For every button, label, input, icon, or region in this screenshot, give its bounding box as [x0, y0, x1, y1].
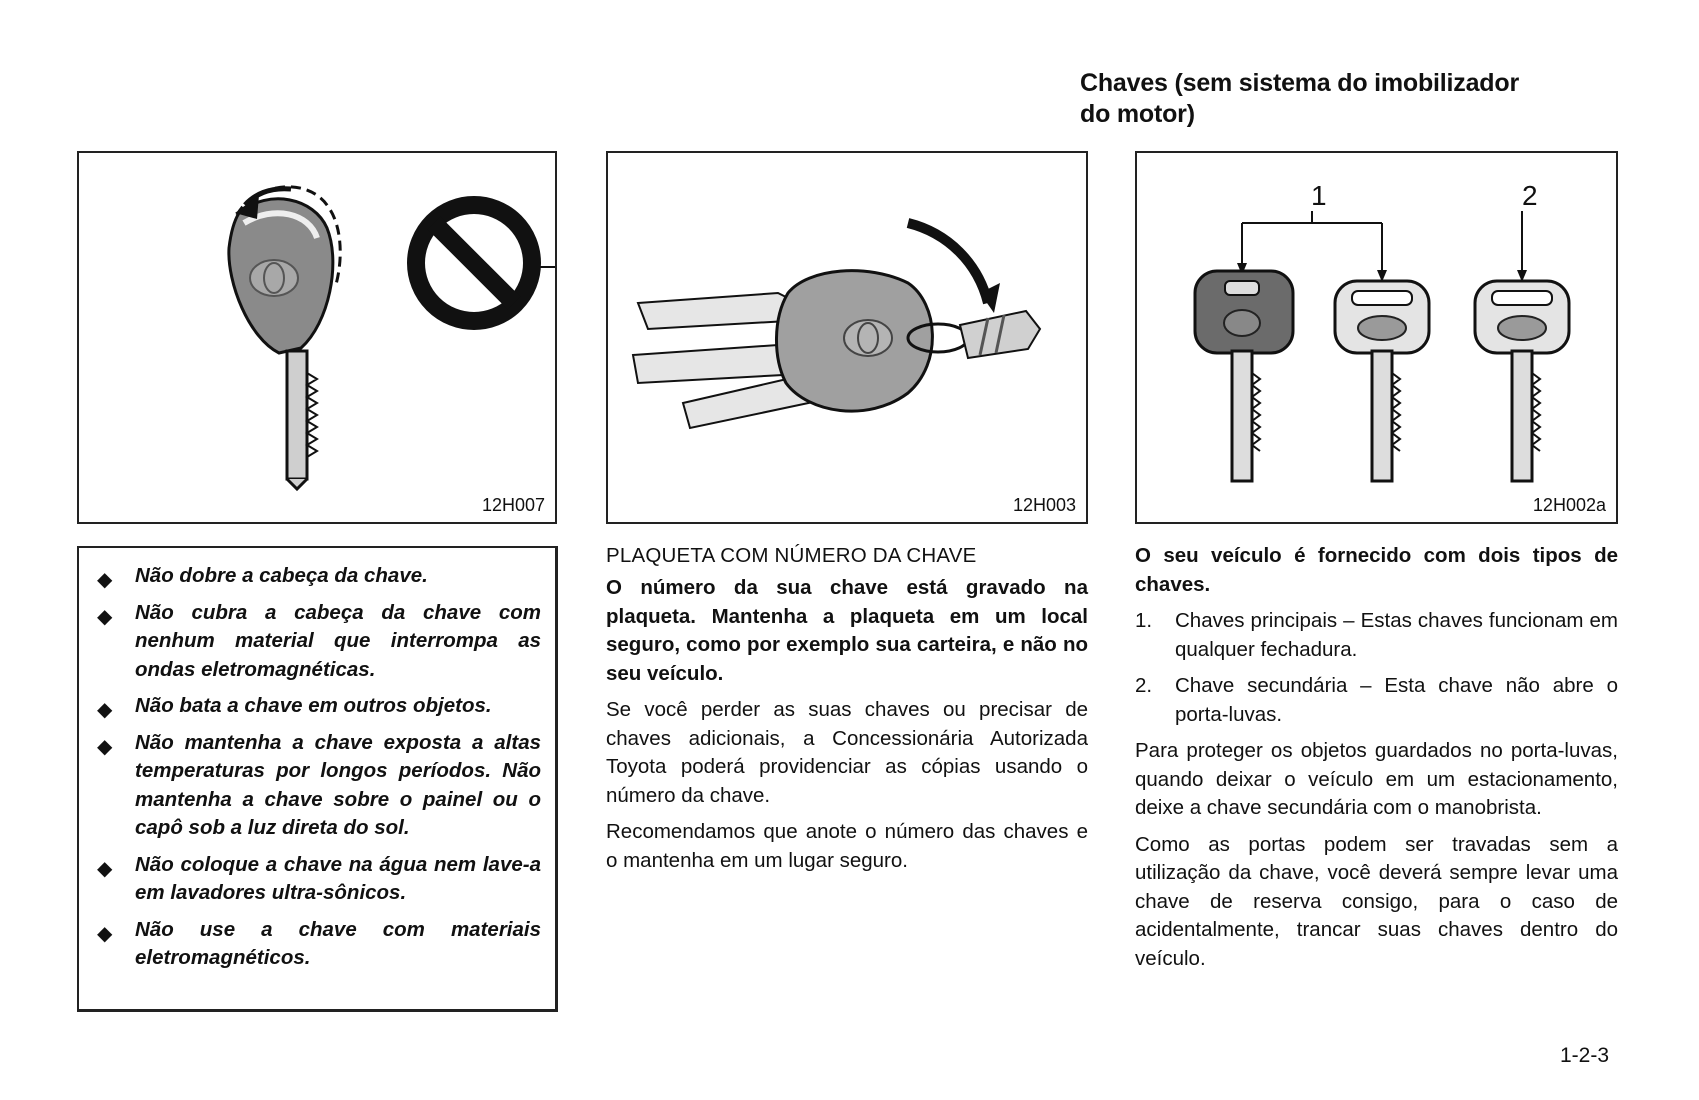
warning-text: Não dobre a cabeça da chave. [135, 564, 428, 587]
warning-text: Não mantenha a chave exposta a altas temperaturas por longos períodos. Não mantenha a chave sobre o painel ou o capô sob a luz direta do sol. [135, 730, 541, 839]
list-text: Chave secundária – Esta chave não abre o porta-luvas. [1175, 674, 1618, 726]
figure-key-plate [606, 151, 1088, 524]
warning-item [79, 729, 541, 843]
plate-paragraph: Recomendamos que anote o número das chaves e o mantenha em um lugar seguro. [606, 820, 1088, 872]
warning-text: Não bata a chave em outros objetos. [135, 694, 492, 717]
list-item [1135, 607, 1618, 664]
callout-2: 2 [1522, 180, 1538, 211]
warning-box [77, 546, 558, 1012]
right-column [1135, 542, 1618, 981]
warning-text: Não use a chave com materiais eletromagnéticos. [135, 917, 541, 969]
keys-paragraph: Para proteger os objetos guardados no porta-luvas, quando deixar o veículo em um estacionamento, deixe a chave secundária com o manobrista. [1135, 739, 1618, 819]
plate-bold-paragraph: O número da sua chave está gravado na plaqueta. Mantenha a plaqueta em um local seguro, como por exemplo sua carteira, e não no seu veículo. [606, 576, 1088, 685]
warning-item [79, 692, 541, 721]
list-item [1135, 672, 1618, 729]
list-number: 2. [1135, 674, 1153, 697]
diamond-bullet-icon: ◆ [97, 857, 113, 880]
figure-code: 12H002a [1532, 495, 1606, 515]
diamond-bullet-icon: ◆ [97, 922, 113, 945]
keys-bold-paragraph: O seu veículo é fornecido com dois tipos de chaves. [1135, 544, 1618, 596]
key-bend-illustration [79, 153, 555, 522]
figure-code: 12H007 [481, 495, 545, 515]
diamond-bullet-icon: ◆ [97, 605, 113, 628]
middle-column [606, 542, 1088, 883]
figure-key-bend [77, 151, 557, 524]
figure-key-types [1135, 151, 1618, 524]
section-title [1080, 68, 1640, 130]
warning-text: Não coloque a chave na água nem lave-a em lavadores ultra-sônicos. [135, 852, 541, 904]
diamond-bullet-icon: ◆ [97, 735, 113, 758]
plate-paragraph: Se você perder as suas chaves ou precisar de chaves adicionais, a Concessionária Autorizada Toyota poderá providenciar as cópias usando o número da chave. [606, 698, 1088, 807]
diamond-bullet-icon: ◆ [97, 699, 113, 721]
callout-1: 1 [1311, 180, 1327, 211]
warning-text: Não cubra a cabeça da chave com nenhum material que interrompa as ondas eletromagnéticas. [135, 600, 541, 681]
figure-code: 12H003 [1012, 495, 1076, 515]
diamond-bullet-icon: ◆ [97, 569, 113, 591]
section-title-line1: Chaves (sem sistema do imobilizador [1080, 69, 1519, 97]
warning-item [79, 562, 541, 591]
section-title-line2: do motor) [1080, 100, 1195, 128]
page-number: 1-2-3 [1560, 1044, 1610, 1067]
key-types-illustration [1137, 153, 1616, 522]
keys-paragraph: Como as portas podem ser travadas sem a utilização da chave, você deverá sempre levar uma chave de reserva consigo, para o caso de acidentalmente, trancar suas chaves dentro do veículo. [1135, 832, 1618, 970]
key-plate-illustration [608, 153, 1086, 522]
plate-heading: PLAQUETA COM NÚMERO DA CHAVE [606, 544, 977, 567]
list-text: Chaves principais – Estas chaves funcionam em qualquer fechadura. [1175, 609, 1618, 661]
warning-item [79, 599, 541, 685]
warning-item [79, 851, 541, 908]
list-number: 1. [1135, 609, 1153, 632]
warning-item [79, 916, 541, 973]
